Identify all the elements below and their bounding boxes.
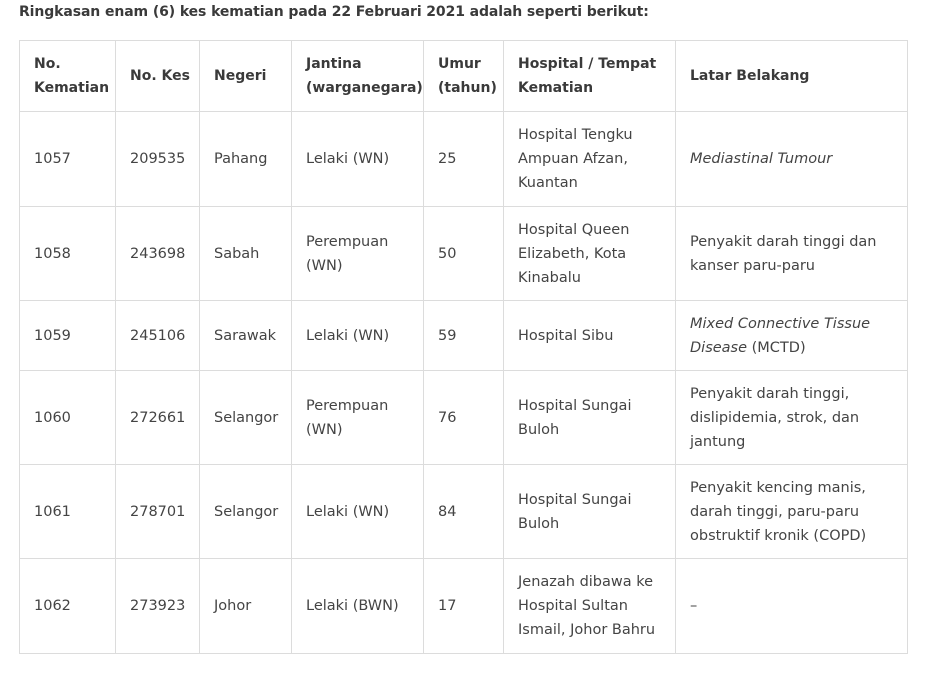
- cell-gender: Perempuan (WN): [292, 371, 424, 465]
- cell-hospital: Hospital Tengku Ampuan Afzan, Kuantan: [504, 112, 676, 207]
- table-row: [20, 112, 908, 207]
- table-row: [20, 207, 908, 301]
- cell-death-no: 1062: [20, 559, 116, 654]
- cell-gender: Lelaki (WN): [292, 301, 424, 371]
- cell-hospital: Jenazah dibawa ke Hospital Sultan Ismail, Johor Bahru: [504, 559, 676, 654]
- cell-state: Pahang: [200, 112, 292, 207]
- header-gender: Jantina (warganegara): [292, 41, 424, 112]
- cell-background: [676, 371, 908, 465]
- cell-state: Selangor: [200, 465, 292, 559]
- background-text: Penyakit kencing manis, darah tinggi, paru-paru obstruktif kronik (COPD): [690, 479, 867, 544]
- cell-hospital: Hospital Sungai Buloh: [504, 371, 676, 465]
- death-cases-table: [19, 40, 908, 654]
- header-hospital: Hospital / Tempat Kematian: [504, 41, 676, 112]
- cell-background: [676, 465, 908, 559]
- cell-background: [676, 112, 908, 207]
- cell-gender: Lelaki (WN): [292, 465, 424, 559]
- cell-case-no: 278701: [116, 465, 200, 559]
- background-text: –: [690, 598, 698, 614]
- cell-state: Sabah: [200, 207, 292, 301]
- table-row: [20, 465, 908, 559]
- table-row: [20, 559, 908, 654]
- cell-hospital: Hospital Queen Elizabeth, Kota Kinabalu: [504, 207, 676, 301]
- header-age: Umur (tahun): [424, 41, 504, 112]
- cell-case-no: 273923: [116, 559, 200, 654]
- cell-gender: Perempuan (WN): [292, 207, 424, 301]
- cell-case-no: 245106: [116, 301, 200, 371]
- background-italic-text: Mediastinal Tumour: [690, 151, 833, 167]
- cell-background: [676, 301, 908, 371]
- cell-death-no: 1060: [20, 371, 116, 465]
- cell-age: 17: [424, 559, 504, 654]
- cell-state: Selangor: [200, 371, 292, 465]
- cell-state: Sarawak: [200, 301, 292, 371]
- cell-death-no: 1057: [20, 112, 116, 207]
- table-row: [20, 301, 908, 371]
- cell-state: Johor: [200, 559, 292, 654]
- table-row: [20, 371, 908, 465]
- cell-age: 84: [424, 465, 504, 559]
- cell-hospital: Hospital Sibu: [504, 301, 676, 371]
- cell-case-no: 243698: [116, 207, 200, 301]
- cell-hospital: Hospital Sungai Buloh: [504, 465, 676, 559]
- header-state: Negeri: [200, 41, 292, 112]
- table-header-row: [20, 41, 908, 112]
- cell-age: 25: [424, 112, 504, 207]
- background-text: Penyakit darah tinggi dan kanser paru-paru: [690, 233, 877, 274]
- background-text: Penyakit darah tinggi, dislipidemia, strok, dan jantung: [690, 385, 860, 450]
- cell-case-no: 209535: [116, 112, 200, 207]
- cell-case-no: 272661: [116, 371, 200, 465]
- cell-age: 59: [424, 301, 504, 371]
- cell-gender: Lelaki (WN): [292, 112, 424, 207]
- cell-age: 50: [424, 207, 504, 301]
- header-background: Latar Belakang: [676, 41, 908, 112]
- cell-gender: Lelaki (BWN): [292, 559, 424, 654]
- background-italic-text: Mixed Connective Tissue Disease: [690, 315, 871, 356]
- cell-background: [676, 207, 908, 301]
- cell-background: [676, 559, 908, 654]
- header-case-no: No. Kes: [116, 41, 200, 112]
- header-death-no: No. Kematian: [20, 41, 116, 112]
- background-text: (MCTD): [747, 339, 806, 356]
- cell-death-no: 1059: [20, 301, 116, 371]
- cell-death-no: 1058: [20, 207, 116, 301]
- cell-age: 76: [424, 371, 504, 465]
- cell-death-no: 1061: [20, 465, 116, 559]
- summary-heading: Ringkasan enam (6) kes kematian pada 22 Februari 2021 adalah seperti berikut:: [19, 4, 649, 20]
